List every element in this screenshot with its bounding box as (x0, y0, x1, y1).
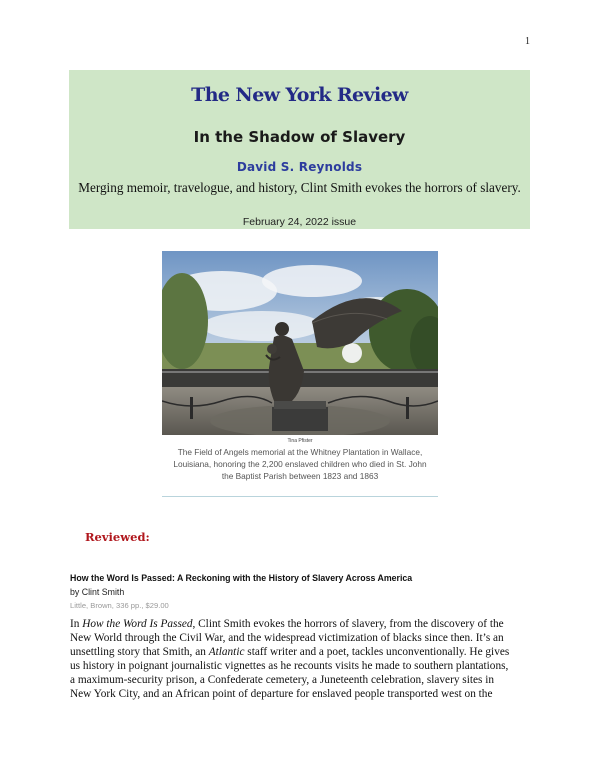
magazine-reference: Atlantic (208, 645, 245, 658)
article-title: In the Shadow of Slavery (193, 128, 406, 146)
body-text: staff writer and a poet, tackles unconventionally. He gives (244, 645, 510, 658)
caption-divider (162, 496, 438, 497)
author-byline[interactable]: David S. Reynolds (236, 160, 363, 174)
photo-caption (162, 446, 438, 483)
page-number: 1 (525, 36, 530, 47)
reviewed-book-publisher: Little, Brown, 336 pp., $29.00 (70, 601, 169, 610)
angel-statue-image (162, 251, 438, 435)
body-line: a maximum-security prison, a Confederate cemetery, a Juneteenth celebration, slavery sites in (70, 673, 494, 686)
caption-line: Louisiana, honoring the 2,200 enslaved children who died in St. John (173, 459, 427, 470)
body-text: , Clint Smith evokes the horrors of slavery, from the discovery of the (192, 618, 504, 630)
body-line: New York City, and an African point of departure for enslaved people transported west on the (70, 687, 493, 700)
body-text: In (70, 618, 83, 630)
photo-credit: Tina Pfister (287, 438, 313, 444)
reviewed-book-title[interactable]: How the Word Is Passed: A Reckoning with the History of Slavery Across America (70, 573, 413, 583)
body-line (70, 646, 540, 660)
body-text: unsettling story that Smith, an (70, 645, 209, 658)
memorial-photo (162, 251, 438, 435)
issue-date: February 24, 2022 issue (242, 216, 357, 228)
article-body (70, 618, 540, 701)
caption-line: The Field of Angels memorial at the Whitney Plantation in Wallace, (177, 447, 423, 457)
reviewed-book-author: by Clint Smith (70, 587, 125, 597)
body-line: us history in poignant journalistic vignettes as he recounts visits he made to southern plantations, (70, 659, 509, 672)
body-line: New World through the Civil War, and the widespread victimization of blacks since then. It’s an (70, 631, 504, 644)
book-title-reference: How the Word Is Passed (82, 618, 193, 630)
reviewed-heading: Reviewed: (85, 530, 150, 544)
body-line (70, 618, 540, 632)
caption-line: the Baptist Parish between 1823 and 1863 (221, 471, 379, 482)
publication-masthead[interactable]: The New York Review (191, 84, 408, 106)
article-subtitle: Merging memoir, travelogue, and history, Clint Smith evokes the horrors of slavery. (78, 180, 521, 195)
article-header (69, 70, 530, 229)
